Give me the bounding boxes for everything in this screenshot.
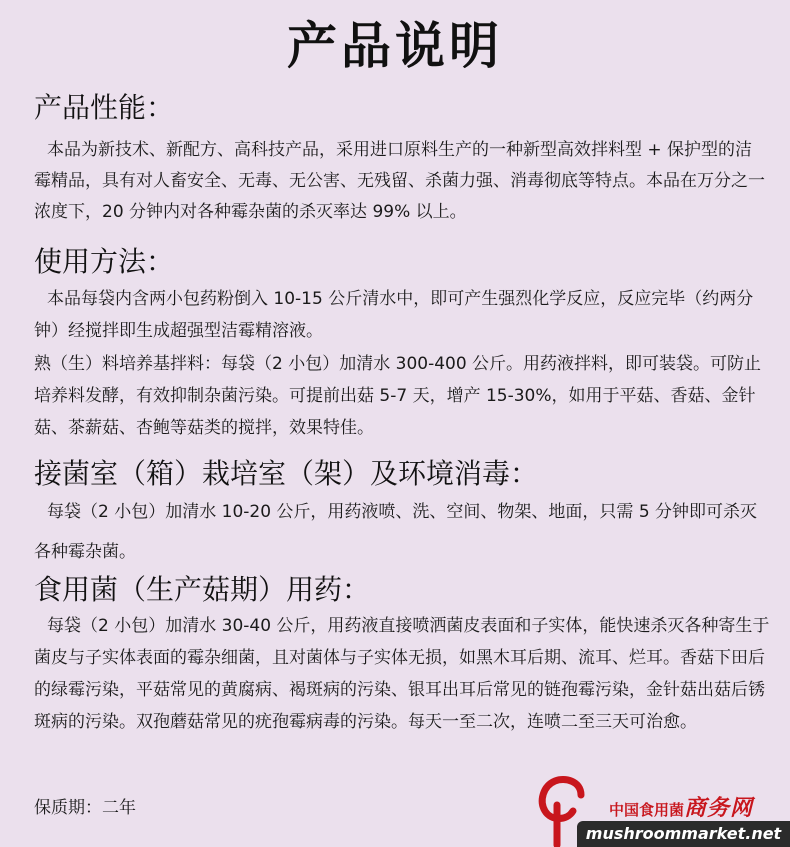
section-heading-performance: 产品性能： <box>34 91 175 124</box>
site-watermark <box>535 775 790 847</box>
section-heading-fruiting: 食用菌（生产菇期）用药： <box>34 573 371 606</box>
shelf-life-text: 保质期：二年 <box>34 798 136 818</box>
watermark-url: mushroommarket.net <box>577 821 790 847</box>
section-body-usage: 本品每袋内含两小包药粉倒入 10-15 公斤清水中，即可产生强烈化学反应，反应完毕（约两分钟）经搅拌即生成超强型洁霉精溶液。 <box>34 289 754 341</box>
section-heading-disinfection: 接菌室（箱）栽培室（架）及环境消毒： <box>34 457 539 490</box>
watermark-brand-small: 中国食用菌 <box>609 801 685 819</box>
watermark-brand-text <box>609 791 753 822</box>
section-body-performance: 本品为新技术、新配方、高科技产品，采用进口原料生产的一种新型高效拌料型 + 保护型的洁霉精品，具有对人畜安全、无毒、无公害、无残留、杀菌力强、消毒彻底等特点。本品在万分之一浓度下，20 分钟内对各种霉杂菌的杀灭率达 99% 以上。 <box>34 140 765 222</box>
section-body-usage-mixing: 熟（生）料培养基拌料：每袋（2 小包）加清水 300-400 公斤。用药液拌料，即可装袋。可防止培养料发酵，有效抑制杂菌污染。可提前出菇 5-7 天，增产 15-30%，如用于平菇、香菇、金针菇、茶薪菇、杏鲍等菇类的搅拌，效果特佳。 <box>34 354 762 438</box>
section-body-fruiting: 每袋（2 小包）加清水 30-40 公斤，用药液直接喷洒菌皮表面和子实体，能快速杀灭各种寄生于菌皮与子实体表面的霉杂细菌，且对菌体与子实体无损，如黑木耳后期、流耳、烂耳。香菇下田后的绿霉污染，平菇常见的黄腐病、褐斑病的污染、银耳出耳后常见的链孢霉污染，金针菇出菇后锈斑病的污染。双孢蘑菇常见的疣孢霉病毒的污染。每天一至二次，连喷二至三天可治愈。 <box>34 616 770 732</box>
watermark-brand-big: 商务网 <box>684 796 754 821</box>
page-title: 产品说明 <box>287 17 503 75</box>
section-heading-usage: 使用方法： <box>34 245 175 278</box>
section-body-disinfection: 每袋（2 小包）加清水 10-20 公斤，用药液喷、洗、空间、物架、地面，只需 5 分钟即可杀灭各种霉杂菌。 <box>34 502 758 562</box>
